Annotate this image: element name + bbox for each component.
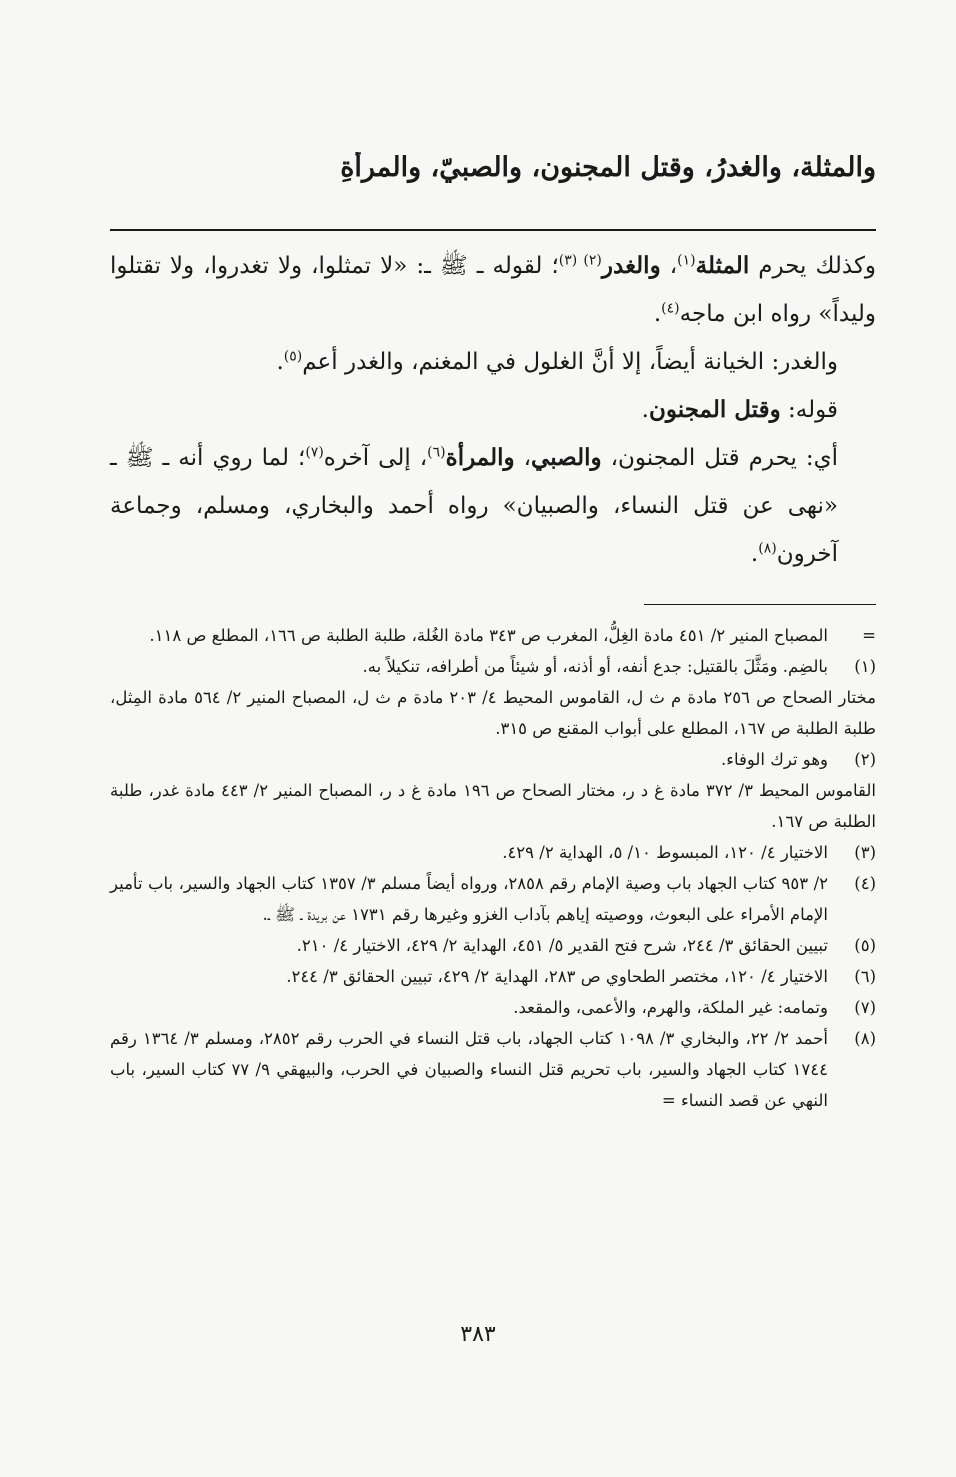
footnote-ref: (٥) [283,348,303,365]
footnote-text: ٢/ ٩٥٣ كتاب الجهاد باب وصية الإمام رقم ٢٨٥٨، ورواه أيضاً مسلم ٣/ ١٣٥٧ كتاب الجهاد والسير، باب تأمير الإمام الأمراء على البعوث، ووصيته إياهم بآداب الغزو وغيرها رقم ١٧٣١ عن بريدة ـ ﷺ ـ. [110,874,829,924]
text-run: . [750,541,759,567]
footnote-ref: (٧) [305,444,324,461]
text-run: . [276,349,284,375]
footnote-3 [110,837,876,868]
footnote-8 [110,1023,876,1116]
footnote-text: بالضِم. ومَثَّلَ بالقتيل: جدع أنفه، أو أذنه، أو شيئاً من أطرافه، تنكيلاً به. [362,657,828,676]
footnote-ref: (٦) [427,444,446,461]
footnote-ref: (٤) [661,300,680,317]
footnote-rule [644,604,876,605]
footnote-marker: (٢) [854,750,876,769]
footnote-6 [110,961,876,992]
bold-term: والمرأة [445,444,515,471]
footnote-text: الاختيار ٤/ ١٢٠، المبسوط ١٠/ ٥، الهداية ٢/ ٤٢٩. [502,843,828,862]
page-header-title: والمثلة، والغدرُ، وقتل المجنون، والصبيّ، والمرأةِ [340,152,876,183]
footnote-marker: (٦) [854,967,876,986]
footnote-7 [110,992,876,1023]
text-run: ، [660,253,678,279]
main-text [110,242,876,578]
text-run: قوله: [780,397,838,423]
bold-term: والصبي [531,444,602,471]
text-run: ، إلى آخره [323,445,428,471]
text-run: ؛ لقوله ـ ﷺ ـ: «لا تمثلوا، ولا تغدروا، ولا تقتلوا وليداً» رواه ابن ماجه [110,253,876,327]
footnote-marker: (٥) [854,936,876,955]
text-run: ؛ لما روي أنه ـ ﷺ ـ «نهى عن قتل النساء، والصبيان» رواه أحمد والبخاري، ومسلم، وجماعة آخرون [110,445,838,567]
text-run: . [653,301,662,327]
footnote-4 [110,868,876,930]
footnote-text: المصباح المنير ٢/ ٤٥١ مادة الغِلُّ، المغرب ص ٣٤٣ مادة الغُلة، طلبة الطلبة ص ١٦٦، المطلع ص ١١٨. [149,626,828,645]
footnote-marker: (٣) [854,843,876,862]
footnote-text: الاختيار ٤/ ١٢٠، مختصر الطحاوي ص ٢٨٣، الهداية ٢/ ٤٢٩، تبيين الحقائق ٣/ ٢٤٤. [286,967,828,986]
footnote-marker: (٤) [854,874,876,893]
footnote-text: تبيين الحقائق ٣/ ٢٤٤، شرح فتح القدير ٥/ ٤٥١، الهداية ٢/ ٤٢٩، الاختيار ٤/ ٢١٠. [296,936,828,955]
main-paragraph-4 [110,434,876,578]
text-run: والغدر: الخيانة أيضاً، إلا أنَّ الغلول في المغنم، والغدر أعم [302,349,838,375]
page-number: ٣٨٣ [460,1322,496,1347]
footnote-text: وهو ترك الوفاء. [720,750,828,769]
text-run: وكذلك يحرم [749,253,877,279]
footnote-text: القاموس المحيط ٣/ ٣٧٢ مادة غ د ر، مختار الصحاح ص ١٩٦ مادة غ د ر، المصباح المنير ٢/ ٤٤٣ مادة غدر، طلبة الطلبة ص ١٦٧. [110,781,877,831]
main-paragraph-3 [110,386,876,434]
footnote-5 [110,930,876,961]
bold-term: المثلة [695,252,750,279]
text-run: ، [514,445,532,471]
footnote-text: أحمد ٢/ ٢٢، والبخاري ٣/ ١٠٩٨ كتاب الجهاد، باب قتل النساء في الحرب رقم ٢٨٥٢، ومسلم ٣/ ١٣٦٤ رقم ١٧٤٤ كتاب الجهاد والسير، باب تحريم قتل النساء والصبيان في الحرب، والبيهقي ٩/ ٧٧ كتاب السير، باب النهي عن قصد النساء = [110,1029,828,1110]
footnote-1 [110,651,876,744]
footnote-ref: (١) [677,252,696,269]
footnote-text: وتمامه: غير الملكة، والهرم، والأعمى، والمقعد. [513,998,828,1017]
footnote-marker: (٨) [854,1029,876,1048]
footnote-marker: (١) [854,657,876,676]
text-run: أي: يحرم قتل المجنون، [601,445,839,471]
footnote-continuation [110,620,876,651]
main-paragraph-1 [110,242,876,338]
footnote-ref: (٨) [758,540,777,557]
bold-term: والغدر [601,252,661,279]
header-rule [110,229,876,231]
footnote-marker: (٧) [854,998,876,1017]
footnote-ref: (٢) (٣) [558,252,602,269]
footnote-2 [110,744,876,837]
main-paragraph-2 [110,338,876,386]
bold-term: وقتل المجنون [648,396,781,423]
footnote-marker: = [862,626,876,645]
footnote-text: مختار الصحاح ص ٢٥٦ مادة م ث ل، القاموس المحيط ٤/ ٢٠٣ مادة م ث ل، المصباح المنير ٢/ ٥٦٤ مادة المِثل، طلبة الطلبة ص ١٦٧، المطلع على أبواب المقنع ص ٣١٥. [110,688,877,738]
footnotes [110,620,876,1116]
text-run: . [641,397,649,423]
